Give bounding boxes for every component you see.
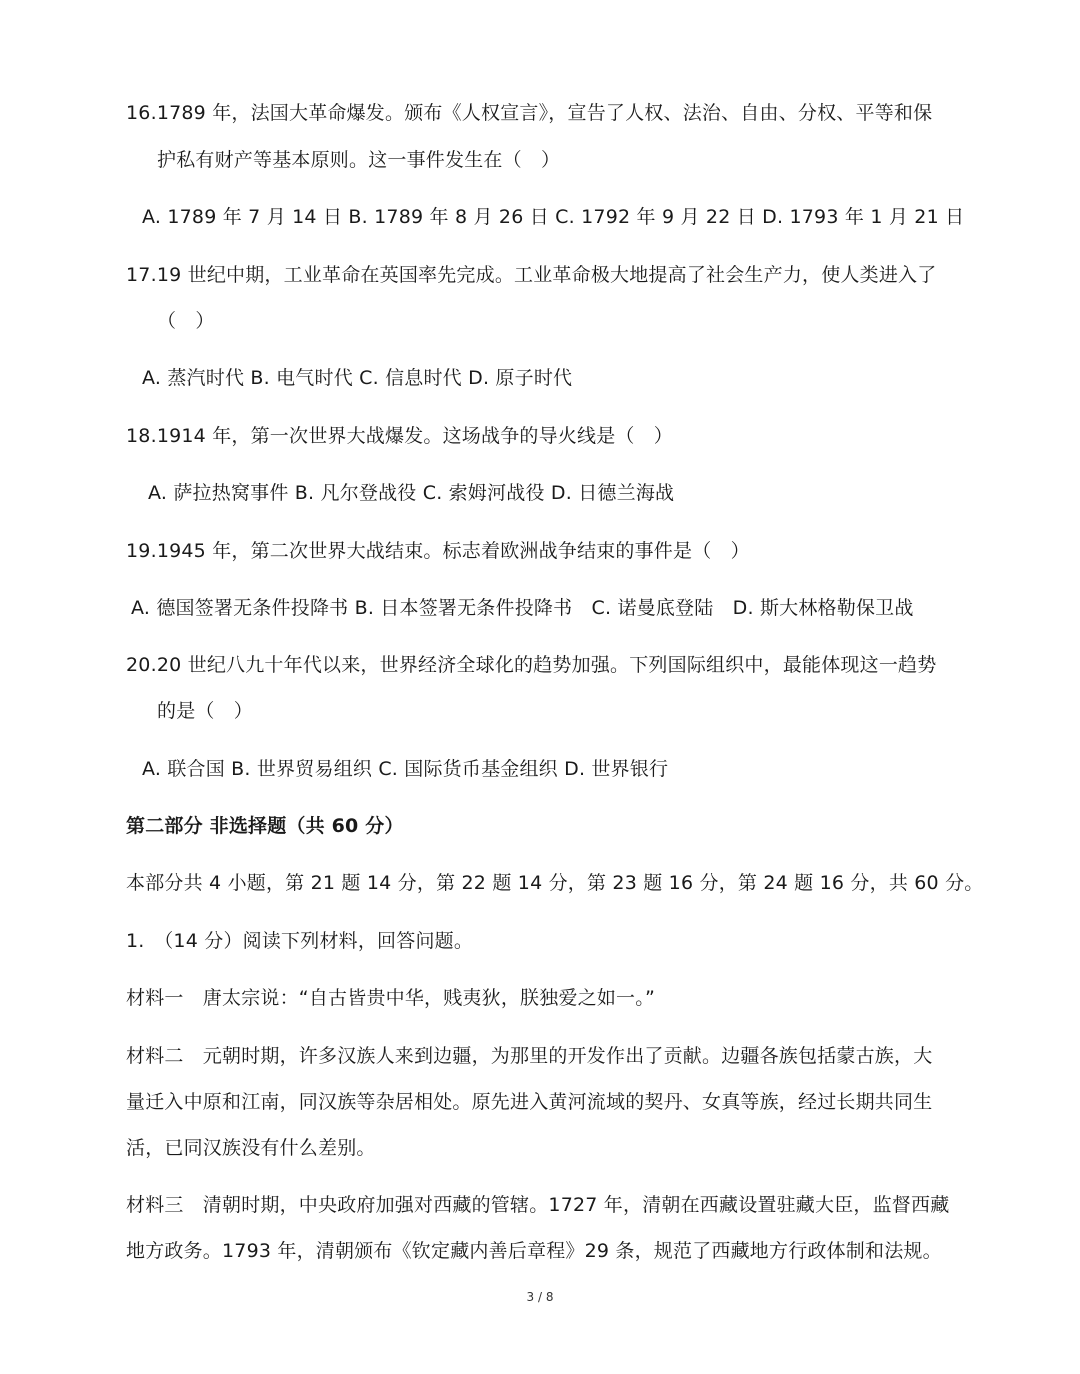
q17-stem-line1: 17.19 世纪中期，工业革命在英国率先完成。工业革命极大地提高了社会生产力，使人类进入了 bbox=[126, 264, 937, 286]
section-heading: 第二部分 非选择题（共 60 分） bbox=[126, 815, 404, 837]
q18-stem: 18.1914 年，第一次世界大战爆发。这场战争的导火线是（ ） bbox=[126, 425, 674, 447]
section-intro: 本部分共 4 小题，第 21 题 14 分，第 22 题 14 分，第 23 题 16 分，第 24 题 16 分，共 60 分。 bbox=[126, 872, 984, 894]
q18-options: A. 萨拉热窝事件 B. 凡尔登战役 C. 索姆河战役 D. 日德兰海战 bbox=[148, 482, 675, 504]
q20-stem-line1: 20.20 世纪八九十年代以来，世界经济全球化的趋势加强。下列国际组织中，最能体现这一趋势 bbox=[126, 654, 937, 676]
q17-options: A. 蒸汽时代 B. 电气时代 C. 信息时代 D. 原子时代 bbox=[142, 367, 573, 389]
q20-options: A. 联合国 B. 世界贸易组织 C. 国际货币基金组织 D. 世界银行 bbox=[142, 758, 669, 780]
material3-line1: 材料三 清朝时期，中央政府加强对西藏的管辖。1727 年，清朝在西藏设置驻藏大臣，监督西藏 bbox=[126, 1194, 950, 1216]
material2-line3: 活，已同汉族没有什么差别。 bbox=[126, 1137, 376, 1159]
page-number: 3 / 8 bbox=[526, 1290, 554, 1304]
q17-stem-line2: （ ） bbox=[157, 310, 215, 332]
material1: 材料一 唐太宗说：“自古皆贵中华，贱夷狄，朕独爱之如一。” bbox=[126, 987, 655, 1009]
q16-stem-line1: 16.1789 年，法国大革命爆发。颁布《人权宣言》，宣告了人权、法治、自由、分权、平等和保 bbox=[126, 102, 933, 124]
q16-stem-line2: 护私有财产等基本原则。这一事件发生在（ ） bbox=[157, 149, 561, 171]
q19-options: A. 德国签署无条件投降书 B. 日本签署无条件投降书 C. 诺曼底登陆 D. 斯大林格勒保卫战 bbox=[131, 597, 914, 619]
q16-options: A. 1789 年 7 月 14 日 B. 1789 年 8 月 26 日 C. 1792 年 9 月 22 日 D. 1793 年 1 月 21 日 bbox=[142, 206, 965, 228]
material3-line2: 地方政务。1793 年，清朝颁布《钦定藏内善后章程》29 条，规范了西藏地方行政体制和法规。 bbox=[126, 1240, 942, 1262]
q19-stem: 19.1945 年，第二次世界大战结束。标志着欧洲战争结束的事件是（ ） bbox=[126, 540, 750, 562]
problem1-title: 1. （14 分）阅读下列材料，回答问题。 bbox=[126, 930, 474, 952]
material2-line1: 材料二 元朝时期，许多汉族人来到边疆，为那里的开发作出了贡献。边疆各族包括蒙古族，大 bbox=[126, 1045, 933, 1067]
q20-stem-line2: 的是（ ） bbox=[157, 700, 254, 722]
material2-line2: 量迁入中原和江南，同汉族等杂居相处。原先进入黄河流域的契丹、女真等族，经过长期共同生 bbox=[126, 1091, 933, 1113]
